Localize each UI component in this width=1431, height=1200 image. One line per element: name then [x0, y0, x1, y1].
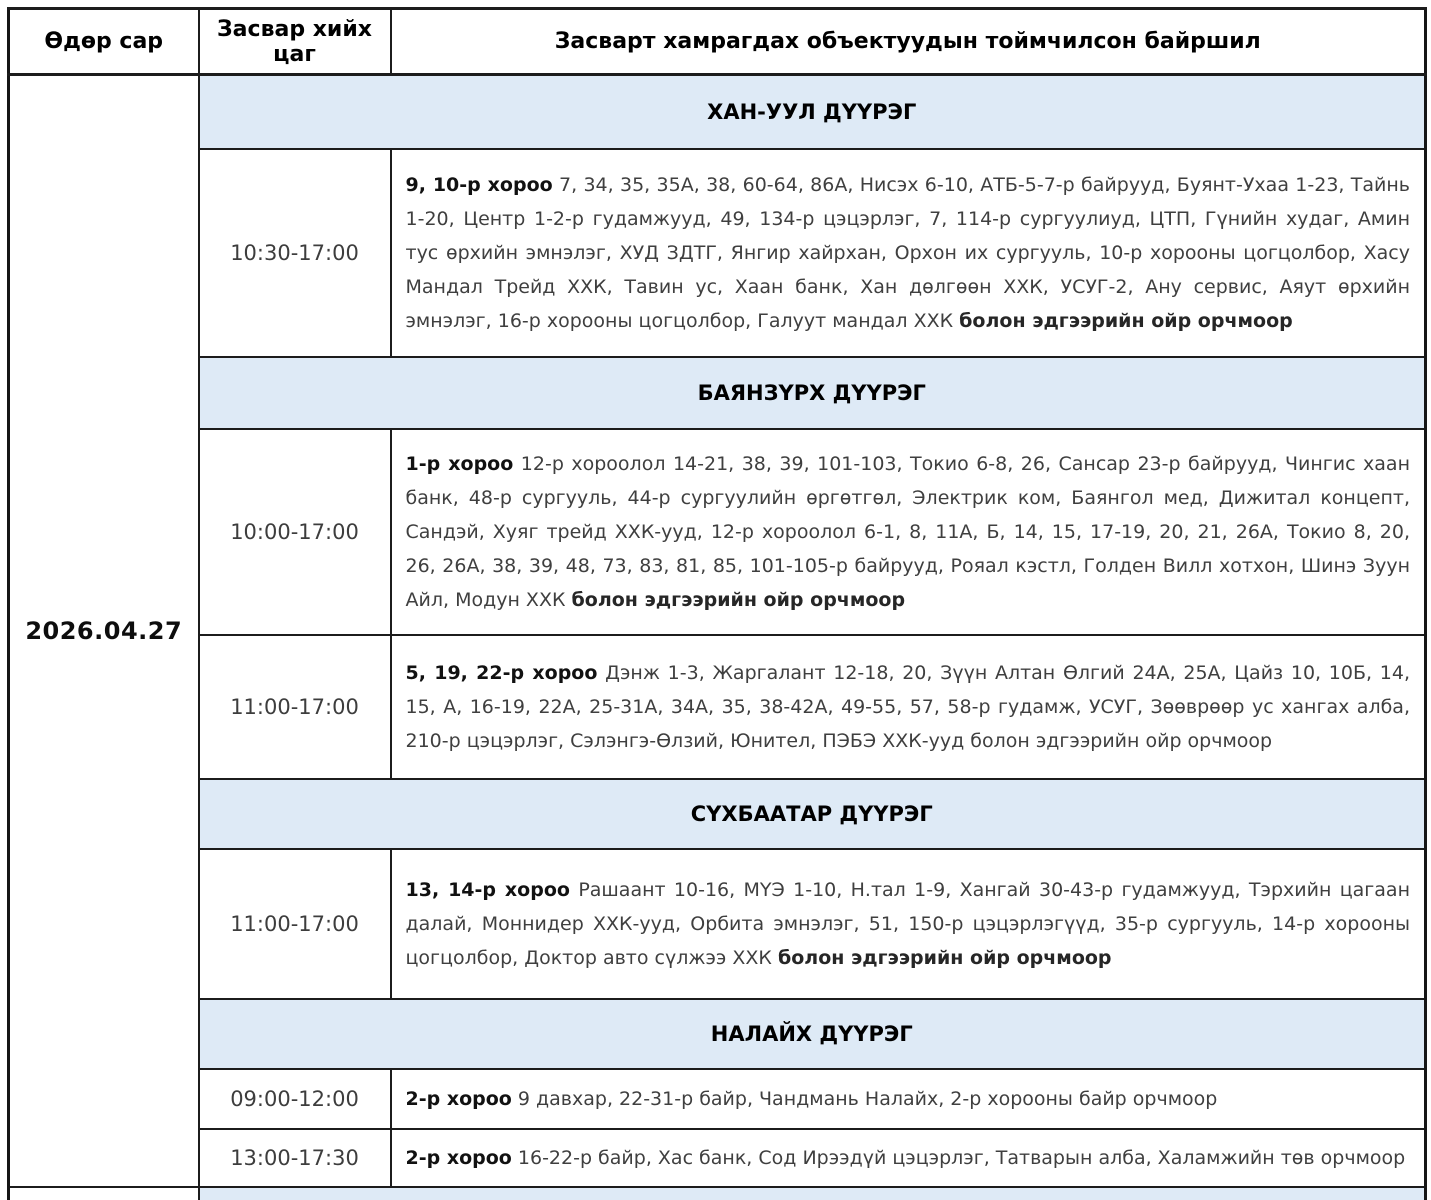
vicinity-note: болон эдгээрийн ойр орчмоор: [777, 946, 1112, 969]
time-cell: 11:00-17:00: [199, 849, 391, 999]
vicinity-note: болон эдгээрийн ойр орчмоор: [571, 588, 906, 611]
location-cell: [391, 849, 1426, 999]
next-section-header-partial: [199, 1187, 1426, 1200]
time-cell: 10:00-17:00: [199, 429, 391, 635]
vicinity-note: болон эдгээрийн ойр орчмоор: [959, 309, 1293, 332]
section-header-sukhbaatar: СҮХБААТАР ДҮҮРЭГ: [199, 779, 1426, 849]
location-cell: [391, 1129, 1426, 1187]
location-list: 7, 34, 35, 35А, 38, 60-64, 86А, Нисэх 6-10, АТБ-5-7-р байрууд, Буянт-Ухаа 1-23, Тайнь 1-20, Центр 1-2-р гудамжууд, 49, 134-р цэцэрлэг, 7, 114-р сургуулиуд, ЦТП, Гүнийн худаг, Амин тус өрхийн эмнэлэг, ХУД ЗДТГ, Янгир хайрхан, Орхон их сургууль, 10-р хорооны цогцолбор, Хасу Мандал Трейд ХХК, Тавин ус, Хаан банк, Хан дөлгөөн ХХК, УСУГ-2, Ану сервис, Аяут өрхийн эмнэлэг, 16-р хорооны цогцолбор, Галуут мандал ХХК: [405, 173, 1410, 332]
next-date-cell: [9, 1187, 199, 1200]
location-list: Дэнж 1-3, Жаргалант 12-18, 20, Зүүн Алтан Өлгий 24А, 25А, Цайз 10, 10Б, 14, 15, А, 16-19, 22А, 25-31А, 34А, 35, 38-42А, 49-55, 57, 58-р гудамж, УСУГ, Зөөврөөр ус хангах алба, 210-р цэцэрлэг, Сэлэнгэ-Өлзий, Юнител, ПЭБЭ ХХК-ууд: [405, 661, 1410, 752]
location-cell: [391, 1069, 1426, 1129]
vicinity-note: болон эдгээрийн ойр орчмоор: [970, 729, 1273, 752]
column-header-date: Өдөр сар: [9, 9, 199, 75]
khoroo-label: 13, 14-р хороо: [405, 878, 570, 901]
column-header-time: Засвар хийх цаг: [199, 9, 391, 75]
khoroo-label: 9, 10-р хороо: [405, 173, 553, 196]
time-cell: 10:30-17:00: [199, 149, 391, 357]
khoroo-label: 2-р хороо: [405, 1146, 512, 1169]
location-list: 16-22-р байр, Хас банк, Сод Ирээдүй цэцэрлэг, Татварын алба, Халамжийн төв орчмоор: [517, 1146, 1406, 1169]
location-cell: [391, 429, 1426, 635]
date-cell: 2026.04.27: [9, 75, 199, 1187]
khoroo-label: 5, 19, 22-р хороо: [405, 661, 598, 684]
location-cell: [391, 149, 1426, 357]
section-header-khan-uul: ХАН-УУЛ ДҮҮРЭГ: [199, 75, 1426, 149]
khoroo-label: 1-р хороо: [405, 452, 514, 475]
section-header-bayanzurkh: БАЯНЗҮРХ ДҮҮРЭГ: [199, 357, 1426, 429]
location-list: 9 давхар, 22-31-р байр, Чандмань Налайх, 2-р хорооны байр орчмоор: [517, 1087, 1218, 1110]
time-cell: 11:00-17:00: [199, 635, 391, 779]
khoroo-label: 2-р хороо: [405, 1087, 512, 1110]
column-header-location: Засварт хамрагдах объектуудын тоймчилсон байршил: [391, 9, 1426, 75]
time-cell: 09:00-12:00: [199, 1069, 391, 1129]
location-list: Рашаант 10-16, МҮЭ 1-10, Н.тал 1-9, Хангай 30-43-р гудамжууд, Тэрхийн цагаан далай, Моннидер ХХК-ууд, Орбита эмнэлэг, 51, 150-р цэцэрлэгүүд, 35-р сургууль, 14-р хорооны цогцолбор, Доктор авто сүлжээ ХХК: [405, 878, 1410, 969]
location-list: 12-р хороолол 14-21, 38, 39, 101-103, Токио 6-8, 26, Сансар 23-р байрууд, Чингис хаан банк, 48-р сургууль, 44-р сургуулийн өргөтгөл, Электрик ком, Баянгол мед, Дижитал концепт, Сандэй, Хуяг трейд ХХК-ууд, 12-р хороолол 6-1, 8, 11А, Б, 14, 15, 17-19, 20, 21, 26А, Токио 8, 20, 26, 26А, 38, 39, 48, 73, 83, 81, 85, 101-105-р байрууд, Рояал кэстл, Голден Вилл хотхон, Шинэ Зуун Айл, Модун ХХК: [405, 452, 1410, 611]
time-cell: 13:00-17:30: [199, 1129, 391, 1187]
section-header-nalaikh: НАЛАЙХ ДҮҮРЭГ: [199, 999, 1426, 1069]
outage-schedule-table: [7, 7, 1427, 1200]
location-cell: [391, 635, 1426, 779]
